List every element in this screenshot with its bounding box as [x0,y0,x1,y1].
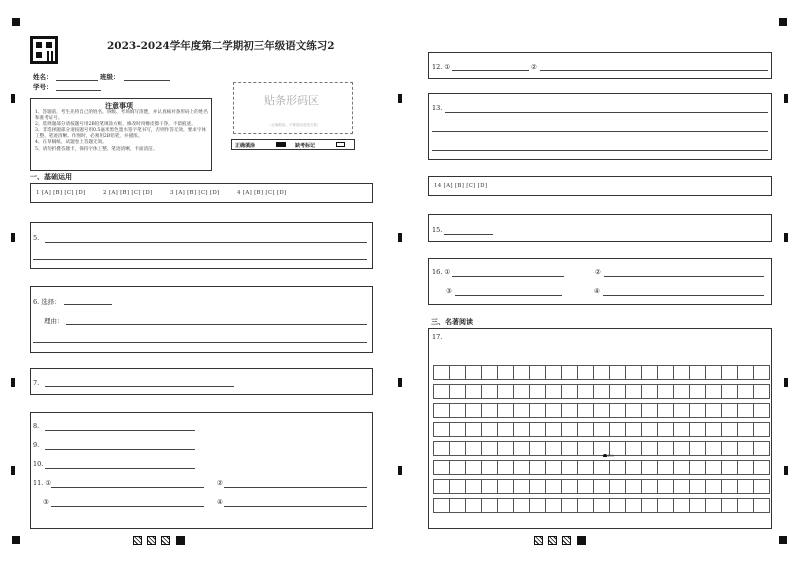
grid-cell[interactable] [449,498,466,513]
grid-cell[interactable] [625,441,642,456]
q13-label: 13. [432,104,443,112]
grid-cell[interactable] [481,403,498,418]
grid-cell[interactable] [529,479,546,494]
grid-cell[interactable] [545,365,562,380]
grid-cell[interactable] [641,403,658,418]
mc-question-4[interactable]: 4 [A] [B] [C] [D] [237,190,287,196]
name-field[interactable] [56,80,98,81]
grid-cell[interactable] [433,403,450,418]
grid-cell[interactable] [721,403,738,418]
q13-answer-line[interactable] [432,150,768,151]
grid-cell[interactable] [433,498,450,513]
grid-cell[interactable] [593,403,610,418]
grid-cell[interactable] [465,422,482,437]
grid-cell[interactable] [561,384,578,399]
grid-cell[interactable] [673,384,690,399]
grid-cell[interactable] [513,403,530,418]
fill-example-box [231,139,355,150]
grid-cell[interactable] [449,460,466,475]
grid-cell[interactable] [705,479,722,494]
page-marker-hatched [147,536,156,545]
grid-cell[interactable] [497,479,514,494]
correct-fill-sample [276,142,286,147]
grid-cell[interactable] [481,479,498,494]
grid-cell[interactable] [561,460,578,475]
writing-grid[interactable] [433,365,769,515]
notice-item: 3、非选择题部分请按题号用0.5毫米黑色墨水签字笔书写，否则作答无效。要求字体工整、笔迹清晰。作图时，必须用2B铅笔，并描浓。 [35,128,207,140]
q6-reason-label: 理由： [44,317,64,325]
grid-cell[interactable] [673,403,690,418]
grid-cell[interactable] [433,479,450,494]
q15-label: 15. [432,226,443,234]
grid-cell[interactable] [721,479,738,494]
grid-cell[interactable] [737,384,754,399]
grid-cell[interactable] [433,422,450,437]
grid-cell[interactable] [673,441,690,456]
grid-cell[interactable] [465,384,482,399]
grid-cell[interactable] [481,384,498,399]
grid-cell[interactable] [593,479,610,494]
grid-cell[interactable] [529,441,546,456]
grid-cell[interactable] [721,498,738,513]
q16-circled-2: ② [595,268,601,276]
grid-cell[interactable] [657,384,674,399]
grid-cell[interactable] [673,365,690,380]
grid-cell[interactable] [545,479,562,494]
grid-cell[interactable] [689,479,706,494]
grid-cell[interactable] [753,384,770,399]
grid-cell[interactable] [561,403,578,418]
grid-cell[interactable] [545,403,562,418]
grid-cell[interactable] [673,498,690,513]
grid-cell[interactable] [737,422,754,437]
notice-item: 4、在草稿纸、试题卷上答题无效。 [35,140,107,146]
grid-cell[interactable] [561,422,578,437]
notice-item: 5、请勿折叠答题卡，保持字体工整、笔迹清晰，卡面清洁。 [35,146,158,152]
notice-item: 1、答题前，考生先将自己的姓名、班级、考场填写清楚，并认真核对条形码上的姓名和准考证号。 [35,110,208,122]
grid-cell[interactable] [753,460,770,475]
q10-answer-line[interactable] [45,468,195,469]
grid-cell[interactable] [545,422,562,437]
grid-cell[interactable] [449,384,466,399]
grid-cell[interactable] [481,441,498,456]
mc-question-1[interactable]: 1 [A] [B] [C] [D] [36,190,86,196]
grid-cell[interactable] [465,460,482,475]
q6-label: 6. 选择： [33,298,61,306]
grid-cell[interactable] [753,365,770,380]
q5-label: 5. [33,234,40,242]
q16-answer-line-2[interactable] [604,276,764,277]
timing-mark [398,378,402,387]
grid-cell[interactable] [577,460,594,475]
q16-answer-line-3[interactable] [455,295,562,296]
grid-word-count-marker: 100 [603,454,614,458]
timing-mark [12,536,20,544]
notice-title: 注意事项 [105,101,133,110]
grid-cell[interactable] [497,422,514,437]
grid-cell[interactable] [545,441,562,456]
timing-mark [398,466,402,475]
grid-cell[interactable] [609,384,626,399]
q11-circled-2: ② [217,479,223,487]
timing-mark [398,94,402,103]
grid-cell[interactable] [689,460,706,475]
q17-label: 17. [432,333,443,341]
q11-answer-line-3[interactable] [51,506,204,507]
q11-circled-4: ④ [217,498,223,506]
section-1-heading: 一、基础运用 [30,172,72,181]
q13-answer-line[interactable] [432,131,768,132]
answer-box-q15 [428,214,772,242]
grid-cell[interactable] [625,403,642,418]
page-marker-solid [176,536,185,545]
qr-code [30,36,58,64]
grid-cell[interactable] [609,365,626,380]
grid-cell[interactable] [433,441,450,456]
barcode-title: 贴条形码区 [264,94,319,107]
grid-cell[interactable] [689,384,706,399]
grid-cell[interactable] [561,441,578,456]
q6-reason-line[interactable] [33,342,367,343]
grid-cell[interactable] [433,365,450,380]
timing-mark [11,378,15,387]
class-label: 班级： [100,73,120,81]
notice-item: 2、选择题部分请按题号用2B铅笔填涂方框，修改时用橡皮擦干净，不留痕迹。 [35,122,196,128]
q8-label: 8. [33,422,40,430]
grid-cell[interactable] [625,479,642,494]
grid-cell[interactable] [561,365,578,380]
grid-cell[interactable] [529,498,546,513]
grid-cell[interactable] [433,460,450,475]
name-label: 姓名： [33,73,53,81]
grid-cell[interactable] [753,479,770,494]
page-title: 2023-2024学年度第二学期初三年级语文练习2 [107,40,335,52]
student-id-label: 学号： [33,83,53,91]
grid-cell[interactable] [641,460,658,475]
timing-mark [779,536,787,544]
q16-answer-line-4[interactable] [603,295,764,296]
q7-answer-line[interactable] [45,386,234,387]
grid-cell[interactable] [737,498,754,513]
timing-mark [784,378,788,387]
grid-cell[interactable] [689,441,706,456]
q5-answer-line[interactable] [45,242,367,243]
grid-cell[interactable] [625,422,642,437]
grid-cell[interactable] [737,365,754,380]
section-3-heading: 三、名著阅读 [431,317,473,326]
grid-cell[interactable] [449,365,466,380]
q11-answer-line-1[interactable] [51,487,204,488]
grid-cell[interactable] [465,365,482,380]
timing-mark [11,466,15,475]
grid-cell[interactable] [625,384,642,399]
barcode-hint: （正确粘贴，不要超出虚线方框） [268,123,321,127]
timing-mark [784,466,788,475]
grid-cell[interactable] [705,365,722,380]
q7-label: 7. [33,379,40,387]
grid-cell[interactable] [561,479,578,494]
grid-cell[interactable] [657,460,674,475]
grid-cell[interactable] [753,441,770,456]
timing-mark [398,233,402,242]
q15-answer-line[interactable] [444,234,493,235]
grid-cell[interactable] [689,422,706,437]
grid-cell[interactable] [497,403,514,418]
mc-question-2[interactable]: 2 [A] [B] [C] [D] [103,190,153,196]
grid-cell[interactable] [705,403,722,418]
grid-cell[interactable] [561,498,578,513]
grid-cell[interactable] [513,498,530,513]
answer-box-q5 [30,222,373,269]
grid-cell[interactable] [593,422,610,437]
q9-answer-line[interactable] [45,449,195,450]
grid-cell[interactable] [481,365,498,380]
grid-cell[interactable] [657,403,674,418]
grid-cell[interactable] [737,479,754,494]
grid-cell[interactable] [481,422,498,437]
grid-cell[interactable] [513,384,530,399]
q11-answer-line-4[interactable] [224,506,367,507]
grid-cell[interactable] [705,441,722,456]
grid-cell[interactable] [641,441,658,456]
grid-cell[interactable] [641,422,658,437]
grid-cell[interactable] [609,460,626,475]
grid-cell[interactable] [577,365,594,380]
grid-cell[interactable] [721,460,738,475]
grid-cell[interactable] [641,365,658,380]
grid-cell[interactable] [737,460,754,475]
grid-cell[interactable] [513,365,530,380]
q11-circled-3: ③ [43,498,49,506]
grid-cell[interactable] [577,422,594,437]
grid-cell[interactable] [577,479,594,494]
q11-label: 11. ① [33,479,52,487]
grid-cell[interactable] [721,422,738,437]
grid-cell[interactable] [625,460,642,475]
grid-cell[interactable] [641,384,658,399]
grid-cell[interactable] [577,498,594,513]
grid-cell[interactable] [673,479,690,494]
grid-cell[interactable] [545,460,562,475]
grid-cell[interactable] [657,498,674,513]
grid-cell[interactable] [705,384,722,399]
q6-reason-line[interactable] [66,324,367,325]
grid-cell[interactable] [721,384,738,399]
q14-options[interactable]: 14 [A] [B] [C] [D] [434,183,488,189]
answer-box-q7 [30,368,373,395]
page-marker-hatched [161,536,170,545]
grid-cell[interactable] [481,498,498,513]
grid-cell[interactable] [641,498,658,513]
notice-box [30,98,212,171]
grid-cell[interactable] [577,403,594,418]
grid-cell[interactable] [737,403,754,418]
page-marker-hatched [548,536,557,545]
student-id-field[interactable] [56,90,101,91]
grid-cell[interactable] [625,365,642,380]
grid-cell[interactable] [449,422,466,437]
grid-cell[interactable] [721,441,738,456]
q12-answer-line-2[interactable] [540,70,768,71]
q10-label: 10. [33,460,44,468]
grid-cell[interactable] [465,498,482,513]
grid-cell[interactable] [497,365,514,380]
answer-box-q12 [428,52,772,79]
grid-cell[interactable] [657,479,674,494]
barcode-area [233,82,353,134]
q16-circled-4: ④ [594,287,600,295]
grid-cell[interactable] [449,403,466,418]
grid-cell[interactable] [433,384,450,399]
grid-cell[interactable] [593,384,610,399]
grid-cell[interactable] [737,441,754,456]
grid-cell[interactable] [513,460,530,475]
timing-mark [12,18,20,26]
q13-answer-line[interactable] [445,112,768,113]
grid-cell[interactable] [545,498,562,513]
grid-cell[interactable] [577,384,594,399]
grid-cell[interactable] [641,479,658,494]
grid-cell[interactable] [497,498,514,513]
q16-answer-line-1[interactable] [452,276,564,277]
class-field[interactable] [124,80,170,81]
grid-cell[interactable] [593,365,610,380]
grid-cell[interactable] [753,403,770,418]
grid-cell[interactable] [545,384,562,399]
grid-cell[interactable] [689,498,706,513]
grid-cell[interactable] [497,441,514,456]
timing-mark [11,233,15,242]
grid-cell[interactable] [609,498,626,513]
grid-cell[interactable] [497,384,514,399]
grid-cell[interactable] [529,460,546,475]
page-marker-hatched [562,536,571,545]
q8-answer-line[interactable] [45,430,195,431]
q16-label: 16. ① [432,268,451,276]
mc-question-3[interactable]: 3 [A] [B] [C] [D] [170,190,220,196]
grid-cell[interactable] [705,422,722,437]
q12-circled-2: ② [531,63,537,71]
page-marker-hatched [534,536,543,545]
grid-cell[interactable] [449,441,466,456]
q9-label: 9. [33,441,40,449]
grid-cell[interactable] [753,422,770,437]
notice-list [35,110,209,153]
grid-cell[interactable] [609,403,626,418]
grid-cell[interactable] [705,498,722,513]
grid-cell[interactable] [513,422,530,437]
grid-cell[interactable] [465,441,482,456]
grid-cell[interactable] [513,441,530,456]
timing-mark [784,94,788,103]
timing-mark [784,233,788,242]
q12-label: 12. ① [432,63,451,71]
grid-cell[interactable] [721,365,738,380]
grid-cell[interactable] [465,479,482,494]
absent-mark-label: 缺考标记 [295,143,316,149]
absent-mark-checkbox[interactable] [336,142,345,147]
q12-answer-line-1[interactable] [452,70,529,71]
timing-mark [11,94,15,103]
grid-cell[interactable] [753,498,770,513]
answer-box-q16 [428,258,772,305]
grid-cell[interactable] [625,498,642,513]
grid-cell[interactable] [593,498,610,513]
grid-cell[interactable] [673,460,690,475]
q6-choice-line[interactable] [64,304,112,305]
grid-cell[interactable] [609,479,626,494]
grid-cell[interactable] [529,384,546,399]
grid-cell[interactable] [657,422,674,437]
grid-cell[interactable] [657,441,674,456]
grid-cell[interactable] [513,479,530,494]
timing-mark [779,18,787,26]
correct-fill-label: 正确填涂 [235,143,256,149]
q11-answer-line-2[interactable] [224,487,367,488]
grid-cell[interactable] [593,460,610,475]
grid-cell[interactable] [689,365,706,380]
grid-cell[interactable] [529,422,546,437]
page-marker-solid [577,536,586,545]
grid-cell[interactable] [577,441,594,456]
q16-circled-3: ③ [446,287,452,295]
grid-cell[interactable] [609,422,626,437]
grid-cell[interactable] [465,403,482,418]
grid-cell[interactable] [673,422,690,437]
grid-cell[interactable] [689,403,706,418]
grid-cell[interactable] [529,403,546,418]
grid-cell[interactable] [481,460,498,475]
q5-answer-line[interactable] [33,259,367,260]
grid-cell[interactable] [657,365,674,380]
grid-cell[interactable] [449,479,466,494]
page-marker-hatched [133,536,142,545]
grid-cell[interactable] [497,460,514,475]
grid-cell[interactable] [529,365,546,380]
grid-cell[interactable] [705,460,722,475]
